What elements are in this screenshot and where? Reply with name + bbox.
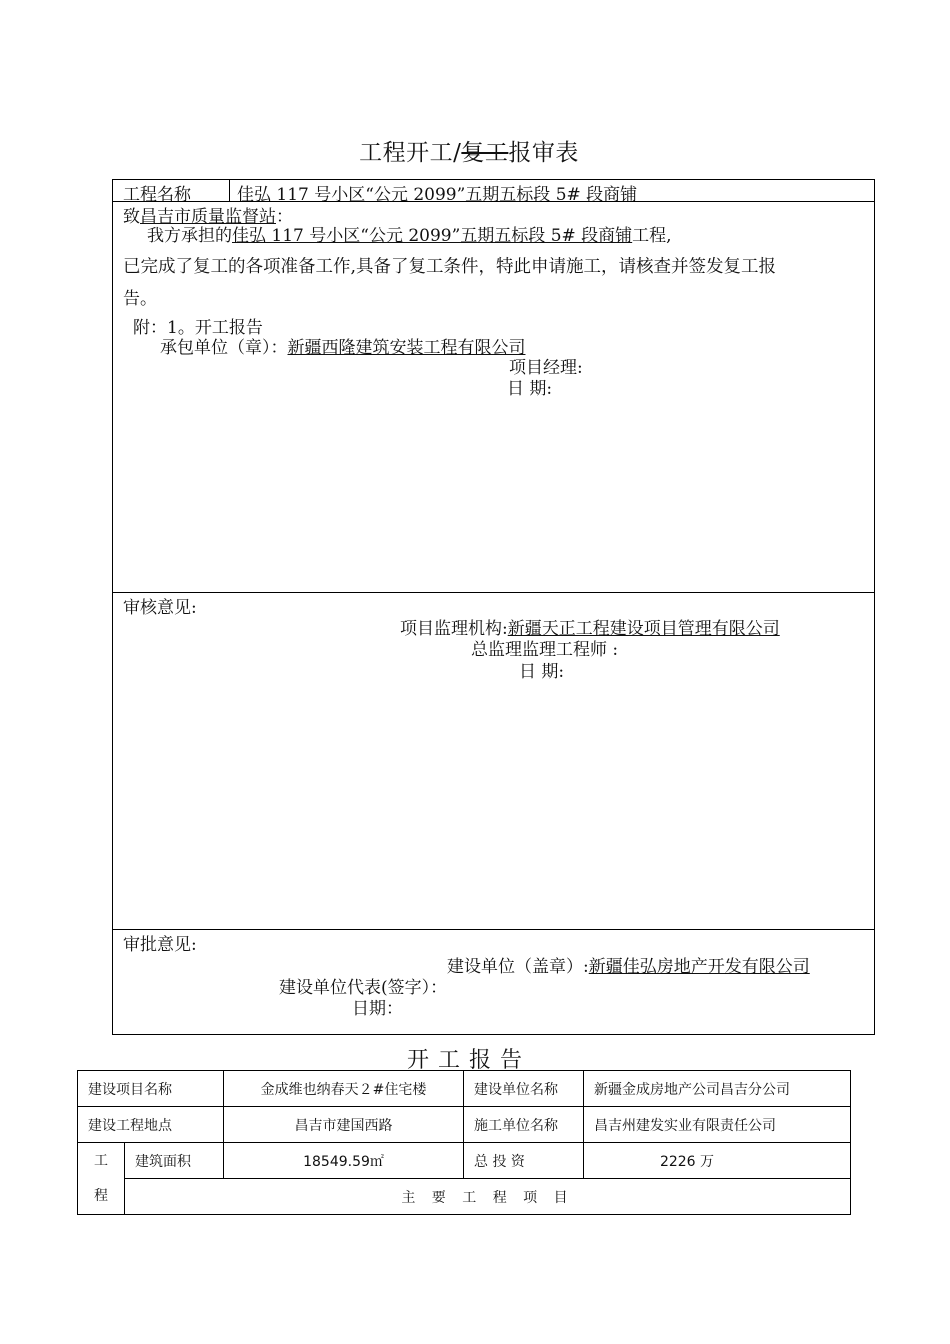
location-value: 昌吉市建国西路 (224, 1107, 464, 1143)
project-name-label: 工程名称 (123, 185, 191, 205)
title-part-end: 报审表 (508, 140, 579, 166)
title-part-struck: 复工 (461, 140, 509, 166)
area-label: 建筑面积 (125, 1143, 224, 1179)
constructor-label: 施工单位名称 (464, 1107, 584, 1143)
investment-label: 总 投 资 (464, 1143, 584, 1179)
addressee-org: 昌吉市质量监督站 (140, 207, 276, 227)
project-name-value: 佳弘 117 号小区“公元 2099”五期五标段 5# 段商铺 (237, 185, 638, 205)
addressee-line: 致昌吉市质量监督站： (123, 207, 293, 227)
contractor-line: 承包单位（章）：新疆西隆建筑安装工程有限公司 (160, 338, 526, 358)
readiness-statement-end: 告。 (123, 289, 157, 309)
project-name-value: 金成维也纳春天２#住宅楼 (224, 1071, 464, 1107)
table-row (78, 1107, 851, 1143)
constructor-value: 昌吉州建发实业有限责任公司 (584, 1107, 851, 1143)
owner-line: 建设单位（盖章）:新疆佳弘房地产开发有限公司 (447, 957, 810, 977)
project-manager-label: 项目经理: (509, 358, 583, 378)
main-items-label: 主 要 工 程 项 目 (125, 1179, 851, 1215)
location-label: 建设工程地点 (78, 1107, 224, 1143)
attachment-line: 附：1。开工报告 (133, 318, 263, 338)
supervisor-line: 项目监理机构:新疆天正工程建设项目管理有限公司 (400, 619, 780, 639)
table-row (78, 1179, 851, 1215)
owner-name: 新疆佳弘房地产开发有限公司 (588, 957, 810, 977)
form-title (0, 134, 938, 167)
date-label-contractor: 日 期: (507, 379, 553, 399)
commitment-project: 佳弘 117 号小区“公元 2099”五期五标段 5# 段商铺 (232, 226, 633, 246)
supervisor-name: 新疆天正工程建设项目管理有限公司 (507, 619, 780, 639)
owner-representative-label: 建设单位代表(签字）： (279, 978, 448, 998)
investment-value: 2226 万 (584, 1143, 851, 1179)
table-row (78, 1143, 851, 1179)
chief-engineer-label: 总监理监理工程师 : (471, 640, 619, 660)
header-divider (229, 180, 230, 201)
review-opinion-label: 审核意见: (123, 598, 197, 618)
title-part-start: 工程开工/ (359, 140, 462, 166)
builder-label: 建设单位名称 (464, 1071, 584, 1107)
application-form (112, 179, 875, 1035)
date-label-owner: 日期： (352, 999, 403, 1019)
section-divider (113, 929, 874, 930)
contractor-name: 新疆西隆建筑安装工程有限公司 (287, 338, 526, 358)
section-divider (113, 592, 874, 593)
start-report-table (77, 1070, 851, 1215)
table-row (78, 1071, 851, 1107)
commitment-line: 我方承担的佳弘 117 号小区“公元 2099”五期五标段 5# 段商铺工程, (147, 226, 672, 246)
start-report-title: 开工报告 (406, 1048, 531, 1073)
area-value: 18549.59㎡ (224, 1143, 464, 1179)
approval-opinion-label: 审批意见: (123, 935, 197, 955)
date-label-supervisor: 日 期: (519, 662, 565, 682)
project-name-label: 建设项目名称 (78, 1071, 224, 1107)
readiness-statement: 已完成了复工的各项准备工作,具备了复工条件，特此申请施工，请核查并签发复工报 (123, 257, 777, 277)
engineering-side-label: 工 程 (78, 1143, 125, 1215)
builder-value: 新疆金成房地产公司昌吉分公司 (584, 1071, 851, 1107)
